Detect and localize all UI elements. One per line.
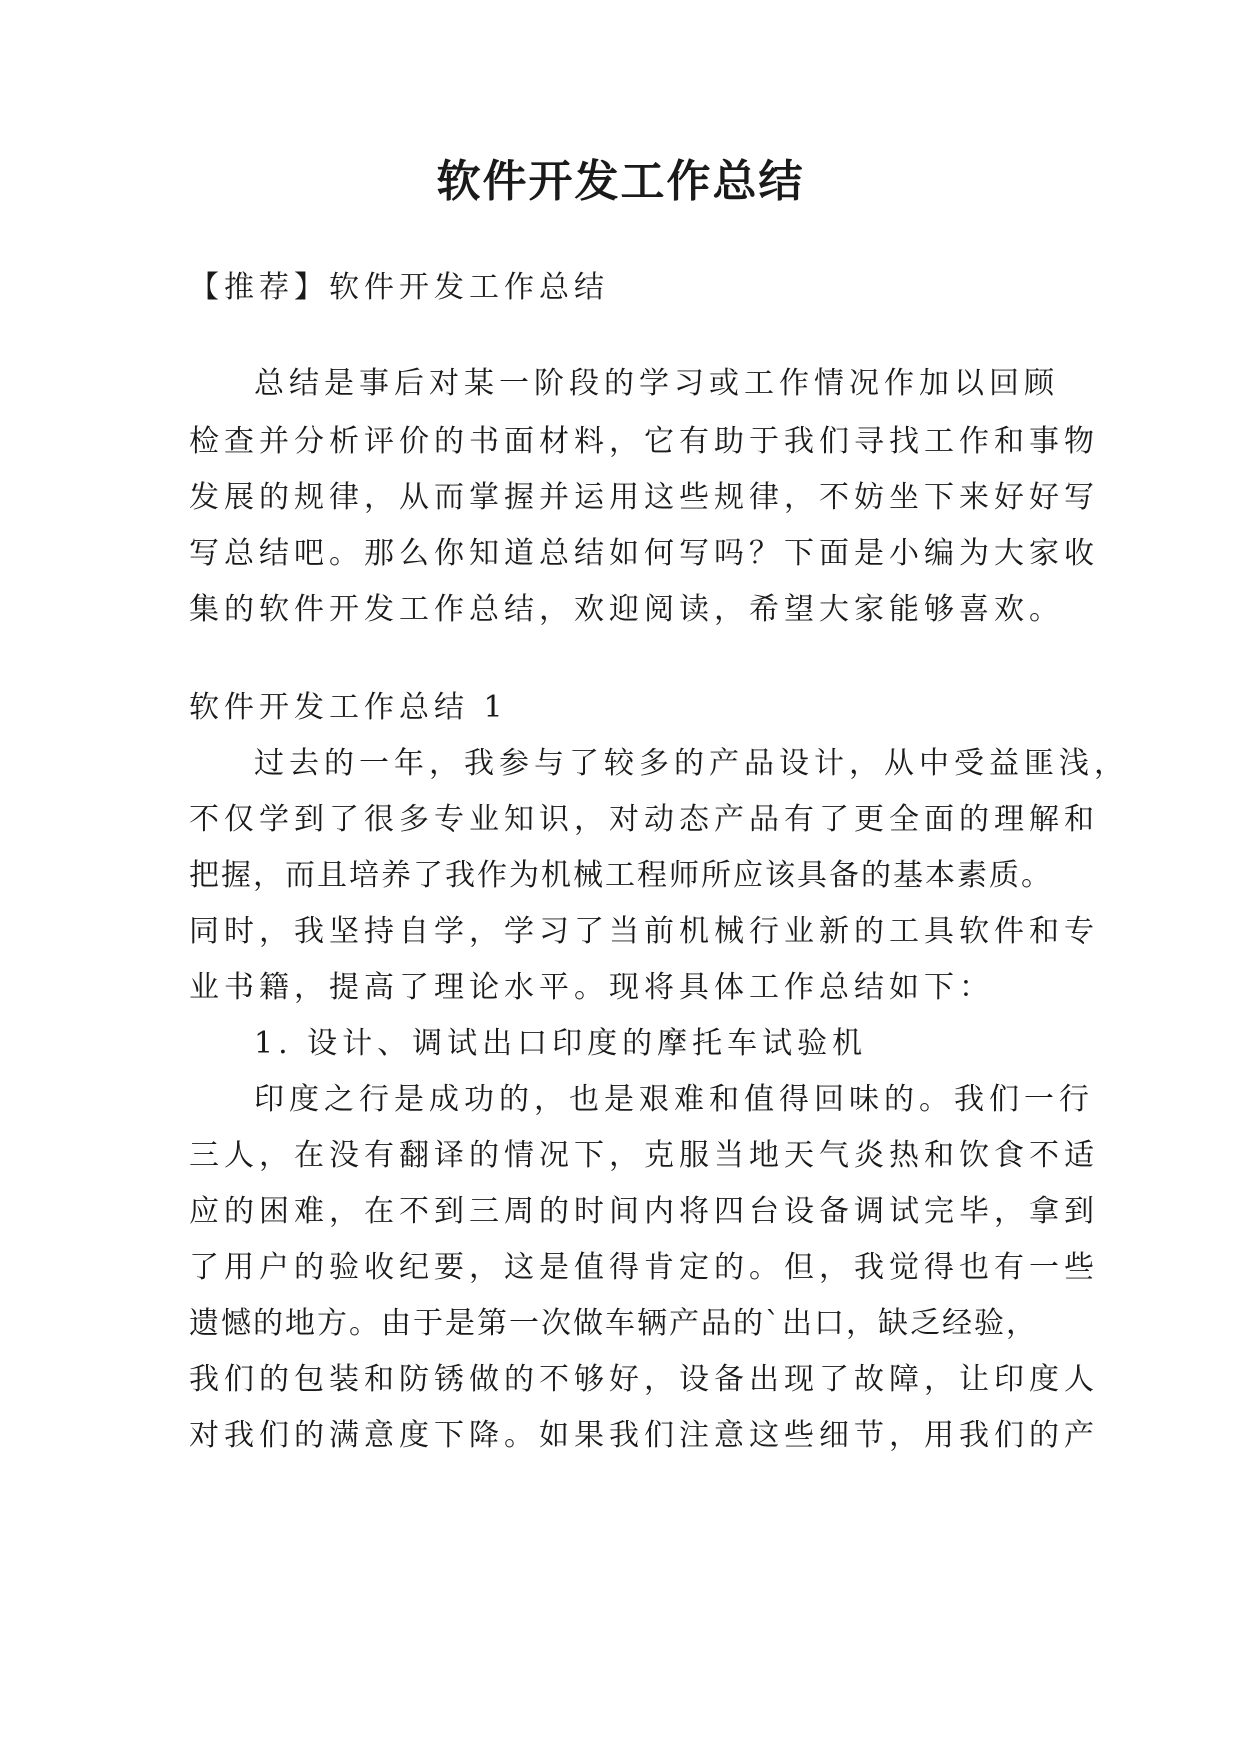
- item1-para-line-3: 应的困难，在不到三周的时间内将四台设备调试完毕，拿到: [189, 1194, 1099, 1229]
- item1-para-line-2: 三人，在没有翻译的情况下，克服当地天气炎热和饮食不适: [189, 1138, 1099, 1173]
- item1-para-line-1: 印度之行是成功的，也是艰难和值得回味的。我们一行: [254, 1082, 1094, 1117]
- document-title: 软件开发工作总结: [436, 156, 805, 207]
- item1-para-line-5: 遗憾的地方。由于是第一次做车辆产品的`出口，缺乏经验，: [189, 1306, 1038, 1341]
- intro-line-3: 发展的规律，从而掌握并运用这些规律，不妨坐下来好好写: [189, 480, 1099, 515]
- section-para1-line-4: 同时，我坚持自学，学习了当前机械行业新的工具软件和专: [189, 914, 1099, 949]
- section-heading: 软件开发工作总结 1: [189, 690, 508, 725]
- intro-line-4: 写总结吧。那么你知道总结如何写吗？下面是小编为大家收: [189, 536, 1099, 571]
- item1-para-line-7: 对我们的满意度下降。如果我们注意这些细节，用我们的产: [189, 1418, 1099, 1453]
- section-para1-line-1: 过去的一年，我参与了较多的产品设计，从中受益匪浅，: [254, 746, 1129, 781]
- intro-line-1: 总结是事后对某一阶段的学习或工作情况作加以回顾: [254, 366, 1059, 401]
- section-para1-line-5: 业书籍，提高了理论水平。现将具体工作总结如下：: [189, 970, 994, 1005]
- recommend-line: 【推荐】软件开发工作总结: [189, 270, 609, 305]
- item1-heading: 1. 设计、调试出口印度的摩托车试验机: [254, 1026, 868, 1061]
- section-para1-line-3: 把握，而且培养了我作为机械工程师所应该具备的基本素质。: [189, 858, 1053, 893]
- intro-line-5: 集的软件开发工作总结，欢迎阅读，希望大家能够喜欢。: [189, 592, 1064, 627]
- item1-para-line-4: 了用户的验收纪要，这是值得肯定的。但，我觉得也有一些: [189, 1250, 1099, 1285]
- item1-para-line-6: 我们的包装和防锈做的不够好，设备出现了故障，让印度人: [189, 1362, 1099, 1397]
- section-para1-line-2: 不仅学到了很多专业知识，对动态产品有了更全面的理解和: [189, 802, 1099, 837]
- intro-line-2: 检查并分析评价的书面材料，它有助于我们寻找工作和事物: [189, 424, 1099, 459]
